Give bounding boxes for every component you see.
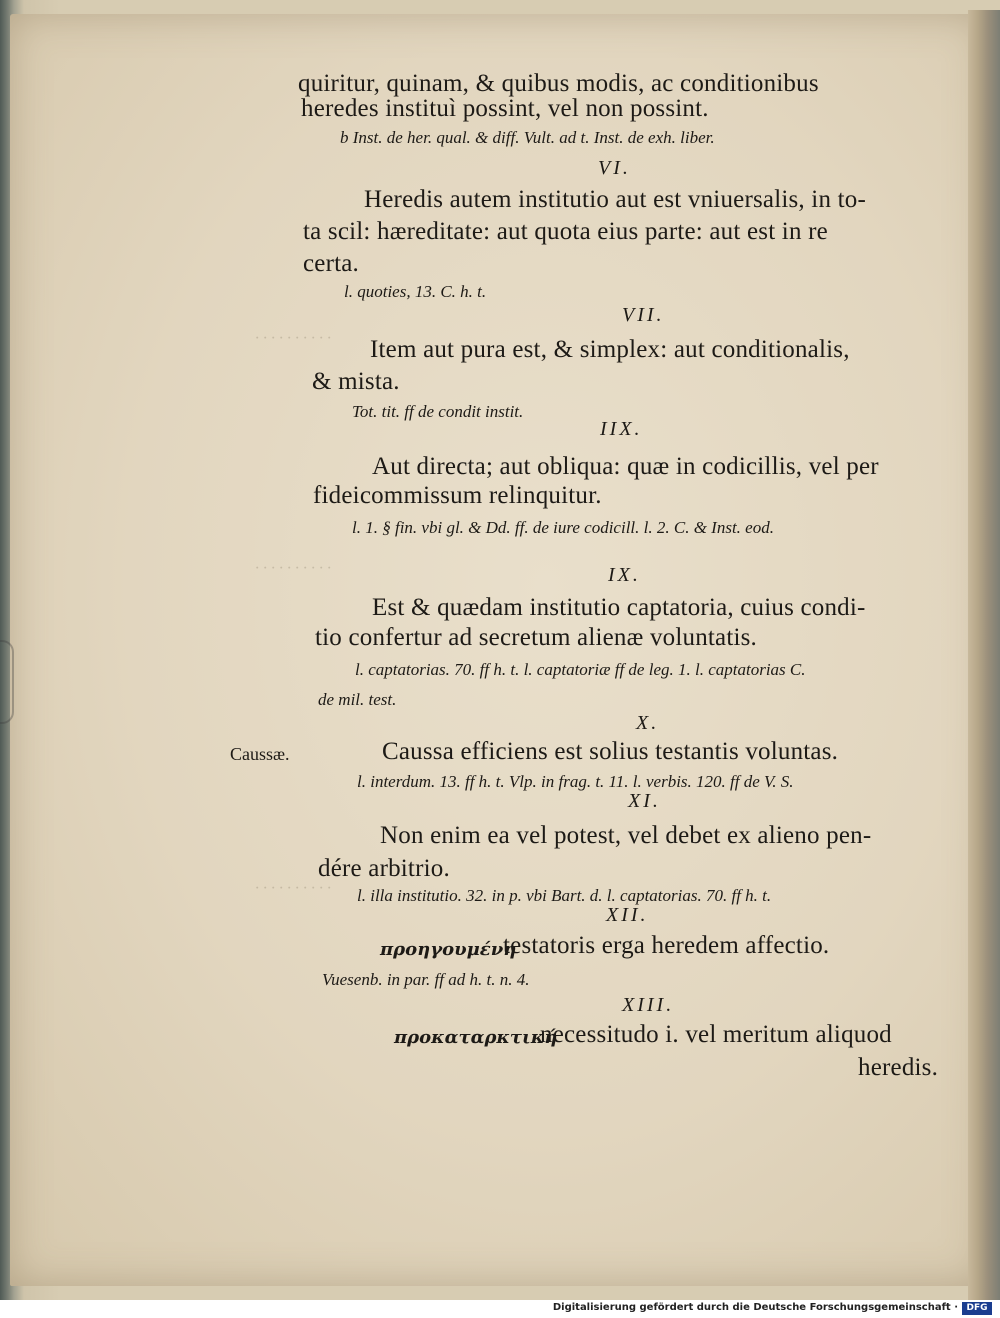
citation: l. interdum. 13. ff h. t. Vlp. in frag. t. 11. l. verbis. 120. ff de V. S. bbox=[357, 772, 794, 791]
text-line: heredis. bbox=[858, 1054, 939, 1081]
bleed-through: · · · · · · · · · · bbox=[255, 560, 331, 577]
text-line: tio confertur ad secretum alienæ voluntatis. bbox=[315, 624, 758, 651]
text-line: heredes instituì possint, vel non possint. bbox=[301, 95, 709, 122]
greek-term: προηγουμένη bbox=[380, 939, 517, 960]
text-line: Heredis autem institutio aut est vniuersalis, in to- bbox=[364, 186, 866, 213]
text-line: Est & quædam institutio captatoria, cuius condi- bbox=[372, 594, 866, 621]
citation: de mil. test. bbox=[318, 690, 397, 709]
text-line: necessitudo i. vel meritum aliquod bbox=[540, 1021, 892, 1048]
text-line: quiritur, quinam, & quibus modis, ac conditionibus bbox=[298, 70, 819, 97]
citation: l. quoties, 13. C. h. t. bbox=[344, 282, 487, 301]
section-number: IX. bbox=[608, 564, 641, 586]
citation: l. captatorias. 70. ff h. t. l. captatoriæ ff de leg. 1. l. captatorias C. bbox=[355, 660, 806, 679]
text-line: Caussa efficiens est solius testantis voluntas. bbox=[382, 738, 839, 765]
text-line: Non enim ea vel potest, vel debet ex alieno pen- bbox=[380, 822, 872, 849]
margin-note: Caussæ. bbox=[230, 744, 290, 764]
section-number: XII. bbox=[606, 904, 649, 926]
citation: Vuesenb. in par. ff ad h. t. n. 4. bbox=[322, 970, 530, 989]
text-line: certa. bbox=[303, 250, 360, 277]
section-number: VI. bbox=[598, 157, 631, 179]
section-number: VII. bbox=[622, 304, 665, 326]
citation: l. illa institutio. 32. in p. vbi Bart. d. l. captatorias. 70. ff h. t. bbox=[357, 886, 772, 905]
greek-term: προκαταρκτική bbox=[394, 1027, 558, 1048]
section-number: XIII. bbox=[622, 994, 675, 1016]
citation: l. 1. § fin. vbi gl. & Dd. ff. de iure codicill. l. 2. C. & Inst. eod. bbox=[352, 518, 774, 537]
text-line: & mista. bbox=[312, 368, 400, 395]
text-line: fideicommissum relinquitur. bbox=[313, 482, 602, 509]
text-line: Aut directa; aut obliqua: quæ in codicillis, vel per bbox=[372, 453, 879, 480]
page-fold-mark bbox=[0, 640, 14, 724]
page-edge bbox=[968, 10, 1000, 1300]
section-number: IIX. bbox=[600, 418, 643, 440]
section-number: X. bbox=[636, 712, 660, 734]
funding-credit: Digitalisierung gefördert durch die Deutsche Forschungsgemeinschaft · bbox=[552, 1302, 958, 1313]
dfg-logo: DFG bbox=[962, 1302, 992, 1315]
text-line: testatoris erga heredem affectio. bbox=[503, 932, 830, 959]
citation: b Inst. de her. qual. & diff. Vult. ad t. Inst. de exh. liber. bbox=[340, 128, 715, 147]
citation: Tot. tit. ff de condit instit. bbox=[352, 402, 524, 421]
bleed-through: · · · · · · · · · · bbox=[255, 880, 331, 897]
section-number: XI. bbox=[628, 790, 661, 812]
bleed-through: · · · · · · · · · · bbox=[255, 330, 331, 347]
text-line: Item aut pura est, & simplex: aut conditionalis, bbox=[370, 336, 850, 363]
text-line: ta scil: hæreditate: aut quota eius parte: aut est in re bbox=[303, 218, 828, 245]
text-line: dére arbitrio. bbox=[318, 855, 450, 882]
